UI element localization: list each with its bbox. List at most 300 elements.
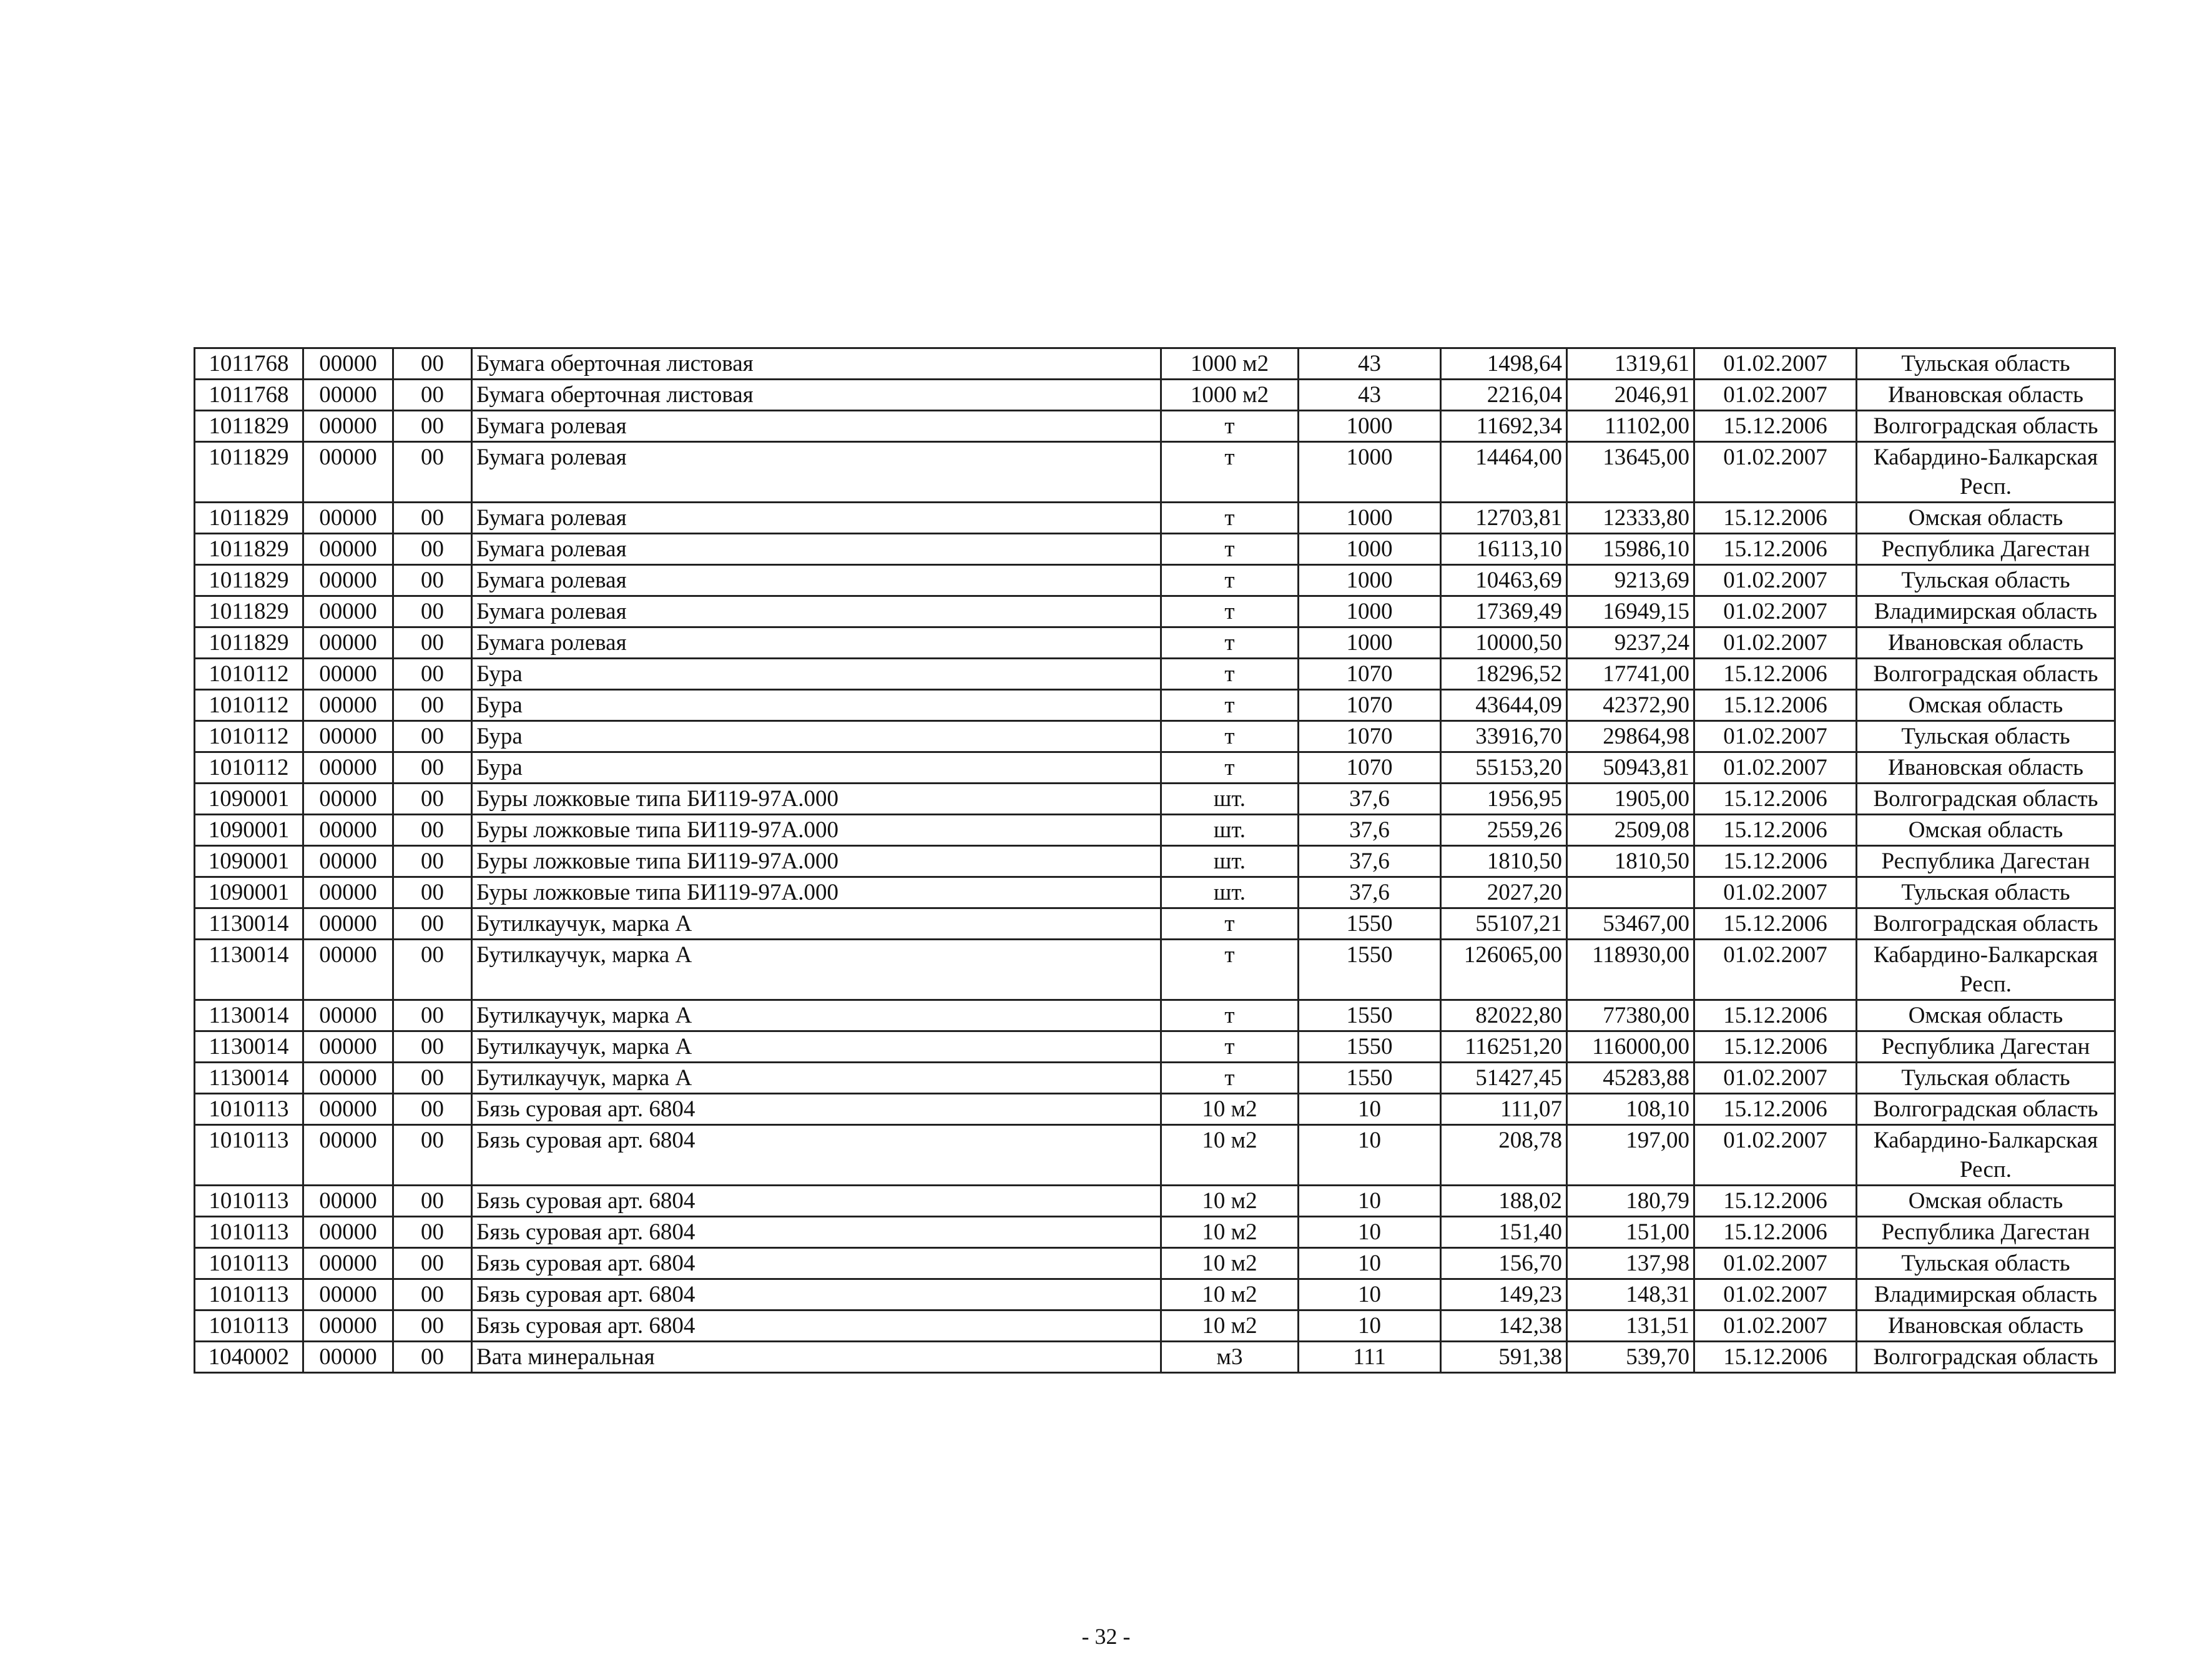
region-cell: Владимирская область <box>1857 596 2115 627</box>
name-cell: Бутилкаучук, марка А <box>472 1031 1161 1063</box>
quantity-cell: 10 <box>1299 1217 1441 1248</box>
unit-cell: 10 м2 <box>1161 1186 1299 1217</box>
quantity-cell: 1550 <box>1299 1063 1441 1094</box>
class-cell: 00 <box>393 1186 472 1217</box>
class-cell: 00 <box>393 1063 472 1094</box>
price-1-cell: 55107,21 <box>1441 908 1567 940</box>
region-cell: Ивановская область <box>1857 380 2115 411</box>
class-cell: 00 <box>393 565 472 596</box>
table-row <box>195 846 2115 877</box>
region-cell: Республика Дагестан <box>1857 1217 2115 1248</box>
price-2-cell: 180,79 <box>1567 1186 1694 1217</box>
region-cell: Тульская область <box>1857 721 2115 752</box>
price-1-cell: 43644,09 <box>1441 690 1567 721</box>
code-cell: 1130014 <box>195 908 303 940</box>
price-1-cell: 82022,80 <box>1441 1000 1567 1031</box>
unit-cell: т <box>1161 1031 1299 1063</box>
price-1-cell: 116251,20 <box>1441 1031 1567 1063</box>
quantity-cell: 37,6 <box>1299 784 1441 815</box>
code-cell: 1010112 <box>195 659 303 690</box>
price-1-cell: 14464,00 <box>1441 442 1567 503</box>
code-cell: 1010113 <box>195 1186 303 1217</box>
date-cell: 01.02.2007 <box>1694 442 1857 503</box>
price-1-cell: 10463,69 <box>1441 565 1567 596</box>
name-cell: Бутилкаучук, марка А <box>472 1063 1161 1094</box>
date-cell: 01.02.2007 <box>1694 627 1857 659</box>
unit-cell: 1000 м2 <box>1161 348 1299 380</box>
price-2-cell: 45283,88 <box>1567 1063 1694 1094</box>
price-1-cell: 51427,45 <box>1441 1063 1567 1094</box>
subcode-cell: 00000 <box>303 1248 393 1279</box>
name-cell: Бумага оберточная листовая <box>472 348 1161 380</box>
class-cell: 00 <box>393 442 472 503</box>
price-1-cell: 11692,34 <box>1441 411 1567 442</box>
subcode-cell: 00000 <box>303 1279 393 1310</box>
subcode-cell: 00000 <box>303 690 393 721</box>
class-cell: 00 <box>393 503 472 534</box>
price-2-cell: 116000,00 <box>1567 1031 1694 1063</box>
table-row <box>195 659 2115 690</box>
code-cell: 1010113 <box>195 1094 303 1125</box>
region-cell: Тульская область <box>1857 1248 2115 1279</box>
quantity-cell: 43 <box>1299 380 1441 411</box>
price-1-cell: 208,78 <box>1441 1125 1567 1186</box>
class-cell: 00 <box>393 815 472 846</box>
price-1-cell: 2027,20 <box>1441 877 1567 908</box>
quantity-cell: 1000 <box>1299 596 1441 627</box>
unit-cell: т <box>1161 721 1299 752</box>
quantity-cell: 10 <box>1299 1125 1441 1186</box>
subcode-cell: 00000 <box>303 1063 393 1094</box>
price-1-cell: 18296,52 <box>1441 659 1567 690</box>
class-cell: 00 <box>393 1094 472 1125</box>
quantity-cell: 37,6 <box>1299 877 1441 908</box>
unit-cell: 10 м2 <box>1161 1217 1299 1248</box>
code-cell: 1011829 <box>195 442 303 503</box>
region-cell: Волгоградская область <box>1857 659 2115 690</box>
name-cell: Бязь суровая арт. 6804 <box>472 1217 1161 1248</box>
unit-cell: шт. <box>1161 877 1299 908</box>
price-1-cell: 142,38 <box>1441 1310 1567 1342</box>
price-2-cell: 151,00 <box>1567 1217 1694 1248</box>
price-1-cell: 1498,64 <box>1441 348 1567 380</box>
date-cell: 01.02.2007 <box>1694 565 1857 596</box>
table-row <box>195 596 2115 627</box>
quantity-cell: 1550 <box>1299 1031 1441 1063</box>
table-row <box>195 908 2115 940</box>
table-row <box>195 380 2115 411</box>
table-row <box>195 1217 2115 1248</box>
subcode-cell: 00000 <box>303 721 393 752</box>
class-cell: 00 <box>393 846 472 877</box>
region-cell: Республика Дагестан <box>1857 846 2115 877</box>
date-cell: 15.12.2006 <box>1694 815 1857 846</box>
unit-cell: т <box>1161 908 1299 940</box>
quantity-cell: 10 <box>1299 1186 1441 1217</box>
table-row <box>195 721 2115 752</box>
price-1-cell: 33916,70 <box>1441 721 1567 752</box>
price-2-cell: 9213,69 <box>1567 565 1694 596</box>
unit-cell: т <box>1161 565 1299 596</box>
unit-cell: 10 м2 <box>1161 1279 1299 1310</box>
date-cell: 15.12.2006 <box>1694 503 1857 534</box>
class-cell: 00 <box>393 877 472 908</box>
unit-cell: т <box>1161 659 1299 690</box>
class-cell: 00 <box>393 411 472 442</box>
price-2-cell: 12333,80 <box>1567 503 1694 534</box>
date-cell: 01.02.2007 <box>1694 1125 1857 1186</box>
name-cell: Бумага ролевая <box>472 596 1161 627</box>
subcode-cell: 00000 <box>303 1310 393 1342</box>
code-cell: 1011829 <box>195 627 303 659</box>
class-cell: 00 <box>393 1125 472 1186</box>
code-cell: 1010113 <box>195 1279 303 1310</box>
date-cell: 01.02.2007 <box>1694 1063 1857 1094</box>
table-row <box>195 1094 2115 1125</box>
name-cell: Бутилкаучук, марка А <box>472 1000 1161 1031</box>
quantity-cell: 1000 <box>1299 442 1441 503</box>
region-cell: Кабардино-Балкарская Респ. <box>1857 1125 2115 1186</box>
region-cell: Волгоградская область <box>1857 1342 2115 1373</box>
price-1-cell: 151,40 <box>1441 1217 1567 1248</box>
date-cell: 15.12.2006 <box>1694 534 1857 565</box>
price-1-cell: 591,38 <box>1441 1342 1567 1373</box>
class-cell: 00 <box>393 1279 472 1310</box>
price-2-cell: 17741,00 <box>1567 659 1694 690</box>
date-cell: 15.12.2006 <box>1694 1342 1857 1373</box>
quantity-cell: 111 <box>1299 1342 1441 1373</box>
code-cell: 1011829 <box>195 411 303 442</box>
page-number: - 32 - <box>1081 1624 1131 1649</box>
region-cell: Омская область <box>1857 1186 2115 1217</box>
code-cell: 1010112 <box>195 721 303 752</box>
code-cell: 1011768 <box>195 348 303 380</box>
code-cell: 1090001 <box>195 815 303 846</box>
price-1-cell: 126065,00 <box>1441 940 1567 1000</box>
quantity-cell: 37,6 <box>1299 846 1441 877</box>
region-cell: Республика Дагестан <box>1857 1031 2115 1063</box>
unit-cell: т <box>1161 752 1299 784</box>
quantity-cell: 10 <box>1299 1094 1441 1125</box>
date-cell: 01.02.2007 <box>1694 596 1857 627</box>
price-1-cell: 17369,49 <box>1441 596 1567 627</box>
price-2-cell: 16949,15 <box>1567 596 1694 627</box>
table-row <box>195 690 2115 721</box>
name-cell: Бура <box>472 752 1161 784</box>
quantity-cell: 1070 <box>1299 659 1441 690</box>
price-2-cell: 1319,61 <box>1567 348 1694 380</box>
subcode-cell: 00000 <box>303 908 393 940</box>
date-cell: 15.12.2006 <box>1694 1217 1857 1248</box>
name-cell: Бумага ролевая <box>472 411 1161 442</box>
table-row <box>195 627 2115 659</box>
price-1-cell: 2559,26 <box>1441 815 1567 846</box>
region-cell: Ивановская область <box>1857 1310 2115 1342</box>
quantity-cell: 10 <box>1299 1310 1441 1342</box>
quantity-cell: 43 <box>1299 348 1441 380</box>
name-cell: Вата минеральная <box>472 1342 1161 1373</box>
price-2-cell: 9237,24 <box>1567 627 1694 659</box>
subcode-cell: 00000 <box>303 784 393 815</box>
quantity-cell: 37,6 <box>1299 815 1441 846</box>
date-cell: 15.12.2006 <box>1694 659 1857 690</box>
table-row <box>195 1186 2115 1217</box>
name-cell: Бумага оберточная листовая <box>472 380 1161 411</box>
price-2-cell: 42372,90 <box>1567 690 1694 721</box>
unit-cell: 10 м2 <box>1161 1248 1299 1279</box>
class-cell: 00 <box>393 1310 472 1342</box>
region-cell: Волгоградская область <box>1857 908 2115 940</box>
code-cell: 1130014 <box>195 940 303 1000</box>
price-2-cell: 131,51 <box>1567 1310 1694 1342</box>
name-cell: Буры ложковые типа БИ119-97А.000 <box>472 877 1161 908</box>
region-cell: Тульская область <box>1857 565 2115 596</box>
code-cell: 1010112 <box>195 690 303 721</box>
region-cell: Омская область <box>1857 503 2115 534</box>
class-cell: 00 <box>393 690 472 721</box>
subcode-cell: 00000 <box>303 596 393 627</box>
price-2-cell: 137,98 <box>1567 1248 1694 1279</box>
date-cell: 15.12.2006 <box>1694 1000 1857 1031</box>
class-cell: 00 <box>393 348 472 380</box>
name-cell: Бура <box>472 659 1161 690</box>
name-cell: Бутилкаучук, марка А <box>472 908 1161 940</box>
quantity-cell: 1000 <box>1299 503 1441 534</box>
table-row <box>195 1279 2115 1310</box>
subcode-cell: 00000 <box>303 411 393 442</box>
table-row <box>195 565 2115 596</box>
price-1-cell: 10000,50 <box>1441 627 1567 659</box>
region-cell: Волгоградская область <box>1857 784 2115 815</box>
subcode-cell: 00000 <box>303 940 393 1000</box>
date-cell: 15.12.2006 <box>1694 690 1857 721</box>
quantity-cell: 1070 <box>1299 721 1441 752</box>
name-cell: Бязь суровая арт. 6804 <box>472 1248 1161 1279</box>
subcode-cell: 00000 <box>303 627 393 659</box>
date-cell: 01.02.2007 <box>1694 940 1857 1000</box>
quantity-cell: 1000 <box>1299 565 1441 596</box>
code-cell: 1010112 <box>195 752 303 784</box>
subcode-cell: 00000 <box>303 1094 393 1125</box>
table-row <box>195 1000 2115 1031</box>
quantity-cell: 10 <box>1299 1279 1441 1310</box>
subcode-cell: 00000 <box>303 503 393 534</box>
code-cell: 1090001 <box>195 784 303 815</box>
region-cell: Омская область <box>1857 690 2115 721</box>
unit-cell: 10 м2 <box>1161 1094 1299 1125</box>
subcode-cell: 00000 <box>303 752 393 784</box>
subcode-cell: 00000 <box>303 1186 393 1217</box>
price-2-cell: 1810,50 <box>1567 846 1694 877</box>
region-cell: Кабардино-Балкарская Респ. <box>1857 940 2115 1000</box>
table-row <box>195 1248 2115 1279</box>
subcode-cell: 00000 <box>303 815 393 846</box>
date-cell: 01.02.2007 <box>1694 721 1857 752</box>
price-1-cell: 16113,10 <box>1441 534 1567 565</box>
date-cell: 01.02.2007 <box>1694 1310 1857 1342</box>
class-cell: 00 <box>393 1031 472 1063</box>
class-cell: 00 <box>393 627 472 659</box>
table-row <box>195 1125 2115 1186</box>
table-row <box>195 1310 2115 1342</box>
class-cell: 00 <box>393 721 472 752</box>
price-2-cell: 2509,08 <box>1567 815 1694 846</box>
date-cell: 01.02.2007 <box>1694 877 1857 908</box>
name-cell: Бутилкаучук, марка А <box>472 940 1161 1000</box>
date-cell: 15.12.2006 <box>1694 1186 1857 1217</box>
date-cell: 01.02.2007 <box>1694 348 1857 380</box>
unit-cell: шт. <box>1161 784 1299 815</box>
name-cell: Бязь суровая арт. 6804 <box>472 1186 1161 1217</box>
date-cell: 15.12.2006 <box>1694 411 1857 442</box>
quantity-cell: 1000 <box>1299 627 1441 659</box>
unit-cell: т <box>1161 940 1299 1000</box>
subcode-cell: 00000 <box>303 877 393 908</box>
unit-cell: т <box>1161 1063 1299 1094</box>
region-cell: Волгоградская область <box>1857 1094 2115 1125</box>
date-cell: 01.02.2007 <box>1694 1279 1857 1310</box>
table-row <box>195 503 2115 534</box>
date-cell: 01.02.2007 <box>1694 752 1857 784</box>
price-1-cell: 2216,04 <box>1441 380 1567 411</box>
date-cell: 15.12.2006 <box>1694 846 1857 877</box>
class-cell: 00 <box>393 1342 472 1373</box>
subcode-cell: 00000 <box>303 659 393 690</box>
name-cell: Буры ложковые типа БИ119-97А.000 <box>472 846 1161 877</box>
code-cell: 1130014 <box>195 1031 303 1063</box>
price-1-cell: 188,02 <box>1441 1186 1567 1217</box>
price-2-cell: 108,10 <box>1567 1094 1694 1125</box>
price-2-cell: 53467,00 <box>1567 908 1694 940</box>
region-cell: Омская область <box>1857 1000 2115 1031</box>
region-cell: Кабардино-Балкарская Респ. <box>1857 442 2115 503</box>
table-row <box>195 1342 2115 1373</box>
quantity-cell: 1070 <box>1299 752 1441 784</box>
unit-cell: т <box>1161 690 1299 721</box>
class-cell: 00 <box>393 1000 472 1031</box>
quantity-cell: 1070 <box>1299 690 1441 721</box>
subcode-cell: 00000 <box>303 442 393 503</box>
price-2-cell: 11102,00 <box>1567 411 1694 442</box>
subcode-cell: 00000 <box>303 1031 393 1063</box>
unit-cell: шт. <box>1161 846 1299 877</box>
unit-cell: шт. <box>1161 815 1299 846</box>
price-2-cell: 118930,00 <box>1567 940 1694 1000</box>
table-row <box>195 784 2115 815</box>
name-cell: Бумага ролевая <box>472 503 1161 534</box>
class-cell: 00 <box>393 1248 472 1279</box>
unit-cell: т <box>1161 534 1299 565</box>
date-cell: 15.12.2006 <box>1694 1094 1857 1125</box>
subcode-cell: 00000 <box>303 1125 393 1186</box>
class-cell: 00 <box>393 659 472 690</box>
class-cell: 00 <box>393 940 472 1000</box>
class-cell: 00 <box>393 908 472 940</box>
unit-cell: 1000 м2 <box>1161 380 1299 411</box>
region-cell: Тульская область <box>1857 1063 2115 1094</box>
subcode-cell: 00000 <box>303 380 393 411</box>
code-cell: 1040002 <box>195 1342 303 1373</box>
code-cell: 1010113 <box>195 1248 303 1279</box>
unit-cell: т <box>1161 596 1299 627</box>
price-2-cell: 50943,81 <box>1567 752 1694 784</box>
table-row <box>195 815 2115 846</box>
name-cell: Бумага ролевая <box>472 442 1161 503</box>
price-1-cell: 149,23 <box>1441 1279 1567 1310</box>
name-cell: Бязь суровая арт. 6804 <box>472 1279 1161 1310</box>
code-cell: 1011768 <box>195 380 303 411</box>
subcode-cell: 00000 <box>303 1000 393 1031</box>
name-cell: Буры ложковые типа БИ119-97А.000 <box>472 784 1161 815</box>
table-row <box>195 940 2115 1000</box>
price-table <box>194 347 2116 1374</box>
quantity-cell: 10 <box>1299 1248 1441 1279</box>
price-2-cell: 29864,98 <box>1567 721 1694 752</box>
price-1-cell: 55153,20 <box>1441 752 1567 784</box>
class-cell: 00 <box>393 1217 472 1248</box>
table-row <box>195 1031 2115 1063</box>
code-cell: 1011829 <box>195 565 303 596</box>
table-row <box>195 534 2115 565</box>
price-2-cell: 148,31 <box>1567 1279 1694 1310</box>
date-cell: 01.02.2007 <box>1694 380 1857 411</box>
region-cell: Волгоградская область <box>1857 411 2115 442</box>
code-cell: 1011829 <box>195 534 303 565</box>
class-cell: 00 <box>393 380 472 411</box>
region-cell: Тульская область <box>1857 348 2115 380</box>
class-cell: 00 <box>393 596 472 627</box>
unit-cell: 10 м2 <box>1161 1125 1299 1186</box>
name-cell: Бумага ролевая <box>472 627 1161 659</box>
name-cell: Бязь суровая арт. 6804 <box>472 1125 1161 1186</box>
unit-cell: т <box>1161 411 1299 442</box>
class-cell: 00 <box>393 784 472 815</box>
code-cell: 1090001 <box>195 877 303 908</box>
code-cell: 1010113 <box>195 1310 303 1342</box>
table-row <box>195 411 2115 442</box>
quantity-cell: 1550 <box>1299 908 1441 940</box>
class-cell: 00 <box>393 752 472 784</box>
unit-cell: т <box>1161 1000 1299 1031</box>
name-cell: Бура <box>472 690 1161 721</box>
code-cell: 1011829 <box>195 503 303 534</box>
date-cell: 15.12.2006 <box>1694 908 1857 940</box>
price-2-cell: 15986,10 <box>1567 534 1694 565</box>
price-2-cell: 197,00 <box>1567 1125 1694 1186</box>
price-1-cell: 1956,95 <box>1441 784 1567 815</box>
code-cell: 1090001 <box>195 846 303 877</box>
unit-cell: м3 <box>1161 1342 1299 1373</box>
price-2-cell <box>1567 877 1694 908</box>
subcode-cell: 00000 <box>303 348 393 380</box>
unit-cell: т <box>1161 442 1299 503</box>
date-cell: 01.02.2007 <box>1694 1248 1857 1279</box>
subcode-cell: 00000 <box>303 1217 393 1248</box>
subcode-cell: 00000 <box>303 534 393 565</box>
table-row <box>195 877 2115 908</box>
unit-cell: т <box>1161 503 1299 534</box>
name-cell: Буры ложковые типа БИ119-97А.000 <box>472 815 1161 846</box>
name-cell: Бязь суровая арт. 6804 <box>472 1310 1161 1342</box>
region-cell: Владимирская область <box>1857 1279 2115 1310</box>
price-2-cell: 13645,00 <box>1567 442 1694 503</box>
date-cell: 15.12.2006 <box>1694 784 1857 815</box>
date-cell: 15.12.2006 <box>1694 1031 1857 1063</box>
quantity-cell: 1000 <box>1299 534 1441 565</box>
table-row <box>195 752 2115 784</box>
quantity-cell: 1550 <box>1299 1000 1441 1031</box>
region-cell: Тульская область <box>1857 877 2115 908</box>
